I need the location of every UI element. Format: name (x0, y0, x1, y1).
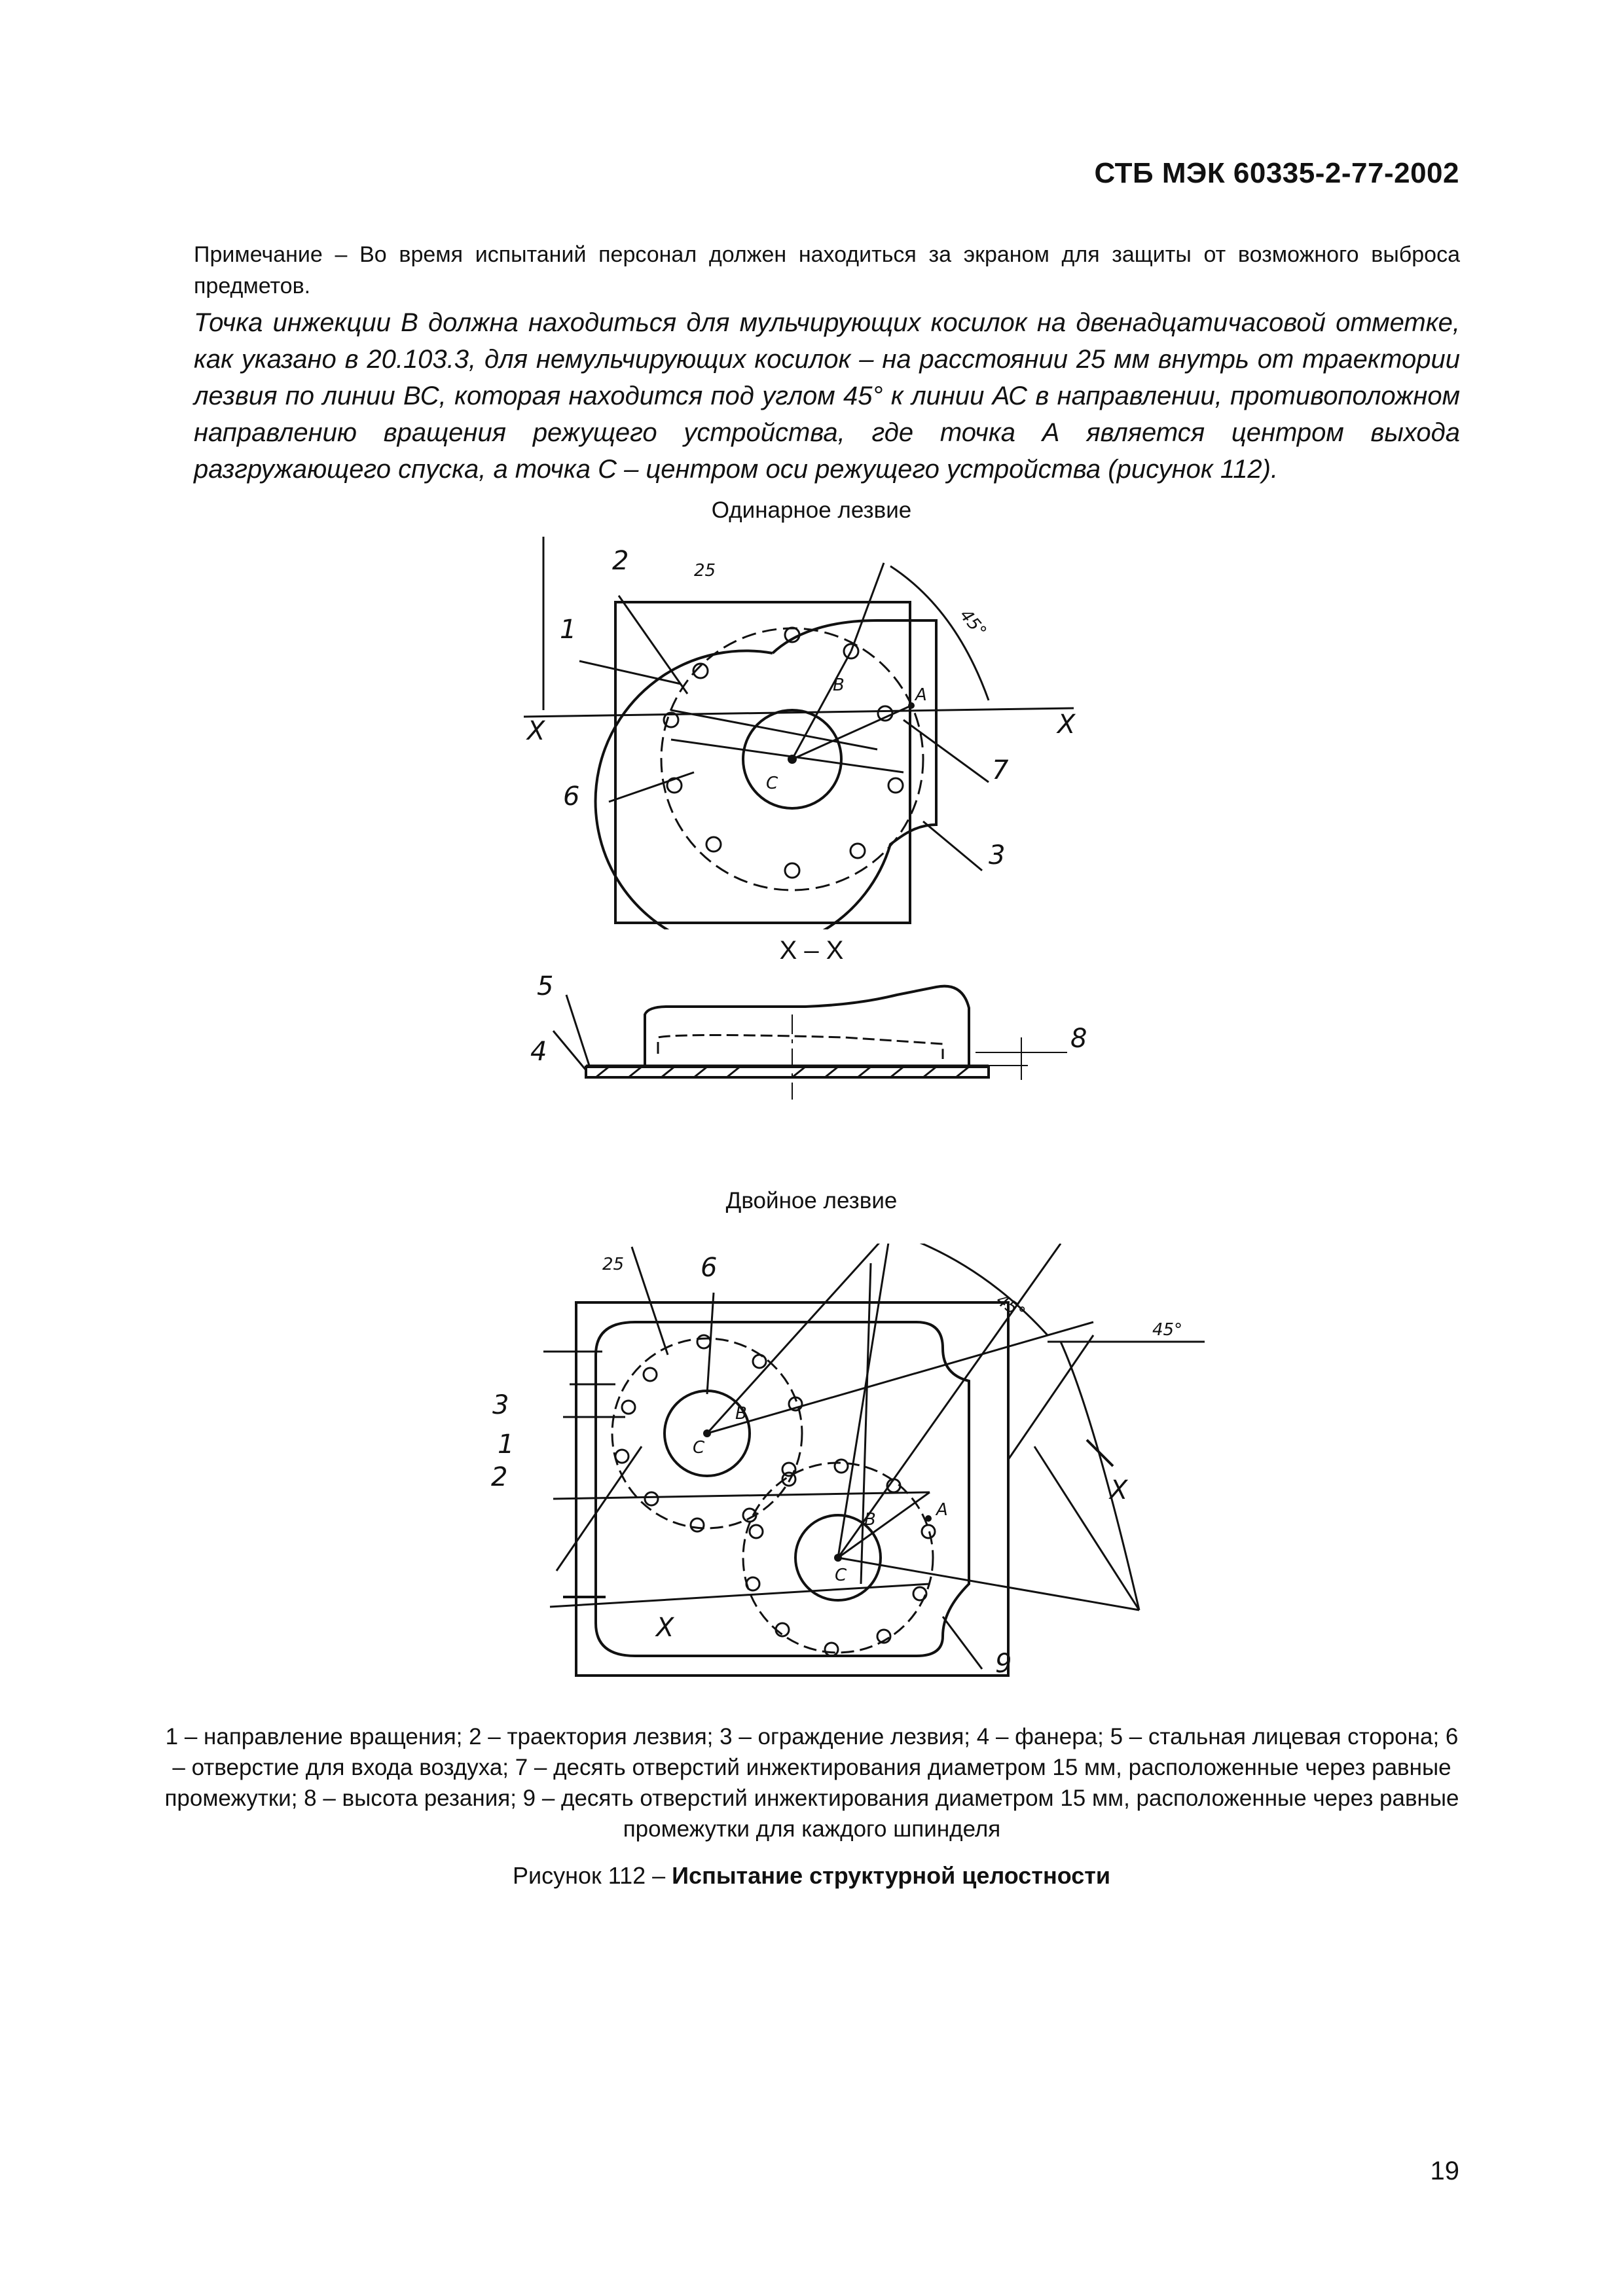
label-x-right: X (1110, 1475, 1128, 1505)
label-3: 3 (492, 1390, 509, 1420)
label-4: 4 (530, 1037, 547, 1067)
label-point-b1: B (735, 1404, 747, 1424)
body-paragraph: Точка инжекции В должна находиться для мульчирующих косилок на двенадцатичасовой отметке, как указано в 20.103.3, для немульчирующих косилок – на расстоянии 25 мм внутрь от траектории лезвия по линии ВС, которая находится под углом 45° к линии АС в направлении, противоположном направлению вращения режущего устройства, где точка А является центром выхода разгружающего спуска, а точка С – центром оси режущего устройства (рисунок 112). (194, 308, 1460, 484)
label-x-left: X (656, 1613, 674, 1643)
label-1: 1 (560, 615, 577, 645)
label-point-c1: C (693, 1438, 705, 1458)
double-blade-title: Двойное лезвие (725, 1188, 898, 1213)
figure-legend: 1 – направление вращения; 2 – траектория лезвия; 3 – ограждение лезвия; 4 – фанера; 5 – стальная лицевая сторона; 6 – отверстие для входа воздуха; 7 – десять отверстий инжектирования диаметром 15 мм, расположенные через равные промежутки; 8 – высота резания; 9 – десять отверстий инжектирования диаметром 15 мм, расположенные через равные промежутки для каждого шпинделя (164, 1724, 1459, 1842)
label-6: 6 (701, 1253, 718, 1283)
label-x-left: X (527, 716, 545, 746)
label-9: 9 (995, 1649, 1012, 1679)
label-point-c: C (766, 774, 778, 793)
label-25: 25 (694, 561, 716, 581)
double-blade-drawing (484, 1244, 1218, 1702)
label-2: 2 (491, 1462, 508, 1492)
label-5: 5 (537, 975, 554, 1001)
label-2: 2 (612, 546, 629, 576)
label-45-deg: 45° (955, 605, 991, 641)
label-point-b: B (833, 675, 845, 695)
figure-caption-title: Испытание структурной целостности (672, 1862, 1111, 1889)
label-1: 1 (498, 1429, 515, 1460)
label-7: 7 (992, 755, 1009, 785)
single-blade-title: Одинарное лезвие (711, 497, 912, 523)
section-xx-drawing (517, 975, 1126, 1106)
label-45-deg-1: 45° (992, 1290, 1029, 1324)
figure-caption-prefix: Рисунок 112 – (512, 1862, 672, 1889)
figure-caption (0, 1862, 1623, 1890)
blade-guard-outline (596, 1322, 969, 1656)
label-3: 3 (989, 840, 1006, 870)
label-point-c2: C (835, 1566, 847, 1585)
page-number: 19 (1430, 2157, 1459, 2185)
label-8: 8 (1070, 1024, 1087, 1054)
label-6: 6 (563, 781, 580, 812)
note-text: Примечание – Во время испытаний персонал должен находиться за экраном для защиты от возможного выброса предметов. (194, 242, 1460, 298)
blade-guard-profile (645, 986, 969, 1067)
label-x-right: X (1057, 709, 1076, 740)
single-blade-drawing (484, 537, 1100, 929)
label-point-a: A (936, 1500, 948, 1520)
label-45-deg-2: 45° (1152, 1320, 1183, 1340)
label-point-a: A (915, 685, 927, 705)
label-point-b2: B (864, 1510, 876, 1530)
label-25: 25 (602, 1255, 625, 1274)
document-code: СТБ МЭК 60335-2-77-2002 (1094, 157, 1459, 189)
section-title: X – X (779, 936, 844, 965)
